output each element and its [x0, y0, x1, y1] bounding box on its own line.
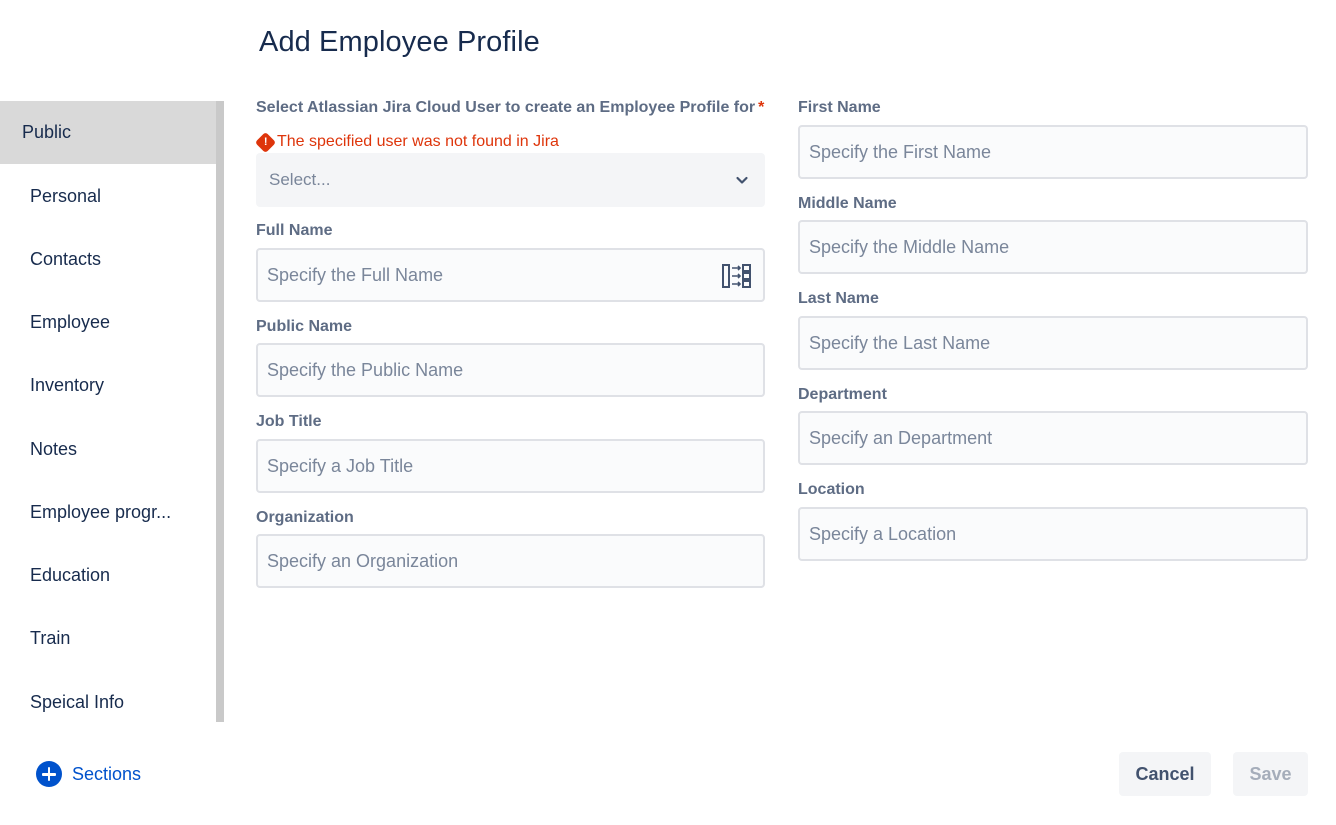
middle-name-label: Middle Name [798, 195, 897, 212]
last-name-input[interactable] [798, 316, 1308, 370]
sidebar-item-personal[interactable]: Personal [30, 186, 102, 206]
name-split-icon[interactable] [721, 262, 753, 290]
cancel-button[interactable]: Cancel [1119, 752, 1211, 796]
public-name-input[interactable] [256, 343, 765, 397]
jira-user-select[interactable] [256, 153, 765, 207]
full-name-input[interactable] [256, 248, 765, 302]
sidebar-item-train[interactable]: Train [30, 628, 71, 648]
jira-user-label [256, 99, 764, 117]
first-name-label: First Name [798, 99, 881, 116]
chevron-down-icon [732, 170, 752, 190]
middle-name-input[interactable] [798, 220, 1308, 274]
organization-label: Organization [256, 509, 354, 526]
sidebar-scrollbar[interactable] [216, 101, 224, 722]
jira-user-label-text: Select Atlassian Jira Cloud User to create an Employee Profile for [256, 99, 756, 116]
save-button[interactable]: Save [1233, 752, 1308, 796]
sidebar-item-contacts[interactable]: Contacts [30, 249, 102, 269]
sidebar-item-notes[interactable]: Notes [30, 439, 78, 459]
location-input[interactable] [798, 507, 1308, 561]
required-mark: * [758, 99, 765, 116]
job-title-input[interactable] [256, 439, 765, 493]
public-name-label: Public Name [256, 318, 353, 335]
page-title: Add Employee Profile [259, 26, 540, 58]
sidebar-item-education[interactable]: Education [30, 565, 111, 585]
jira-user-error [258, 133, 559, 151]
plus-circle-icon [36, 761, 62, 787]
first-name-input[interactable] [798, 125, 1308, 179]
sidebar-item-special-info[interactable]: Speical Info [30, 692, 125, 712]
department-label: Department [798, 386, 887, 403]
sidebar-item-inventory[interactable]: Inventory [30, 375, 105, 395]
location-label: Location [798, 481, 865, 498]
sections-sidebar [0, 101, 224, 722]
sidebar-item-employee-progress[interactable]: Employee progr... [30, 502, 172, 522]
sidebar-item-employee[interactable]: Employee [30, 312, 111, 332]
add-sections-button[interactable] [36, 761, 141, 787]
full-name-label: Full Name [256, 222, 333, 239]
last-name-label: Last Name [798, 290, 879, 307]
department-input[interactable] [798, 411, 1308, 465]
error-icon: ! [255, 131, 276, 152]
jira-user-error-text: The specified user was not found in Jira [277, 133, 559, 150]
job-title-label: Job Title [256, 413, 322, 430]
jira-user-select-value: Select... [269, 170, 331, 189]
sidebar-item-public[interactable]: Public [0, 101, 216, 164]
add-sections-label: Sections [72, 763, 142, 784]
organization-input[interactable] [256, 534, 765, 588]
